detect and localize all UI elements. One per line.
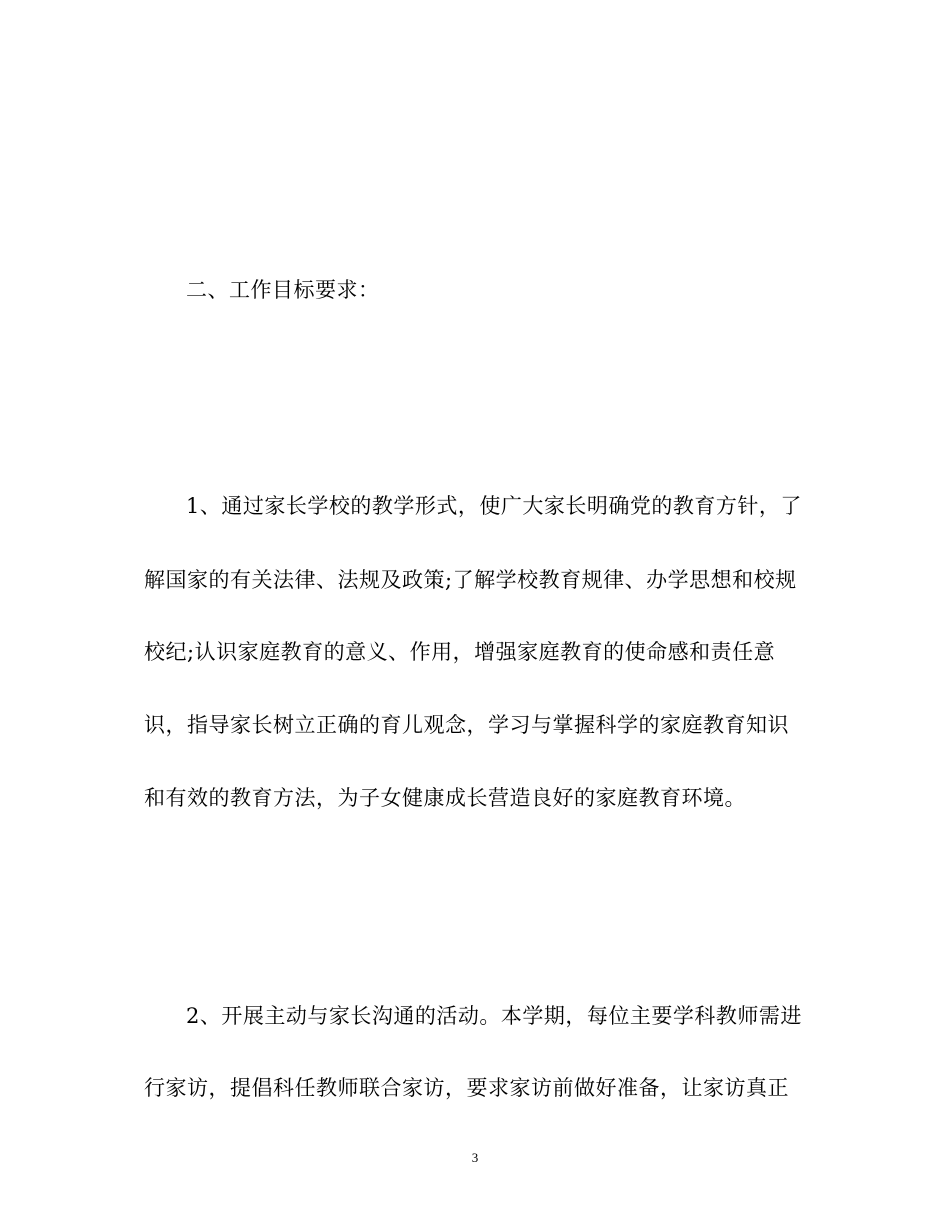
paragraph-line: 和有效的教育方法，为子女健康成长营造良好的家庭教育环境。 — [144, 786, 746, 810]
paragraph-line: 行家访，提倡科任教师联合家访，要求家访前做好准备，让家访真正 — [144, 1076, 789, 1100]
section-heading: 二、工作目标要求： — [186, 278, 380, 302]
page-number: 3 — [471, 1150, 479, 1165]
paragraph-line: 校纪;认识家庭教育的意义、作用，增强家庭教育的使命感和责任意 — [144, 640, 776, 664]
paragraph-line: 2、开展主动与家长沟通的活动。本学期，每位主要学科教师需进 — [186, 1004, 802, 1028]
paragraph-line: 1、通过家长学校的教学形式，使广大家长明确党的教育方针，了 — [186, 494, 802, 518]
paragraph-line: 识，指导家长树立正确的育儿观念，学习与掌握科学的家庭教育知识 — [144, 713, 789, 737]
paragraph-line: 解国家的有关法律、法规及政策;了解学校教育规律、办学思想和校规 — [144, 568, 797, 592]
